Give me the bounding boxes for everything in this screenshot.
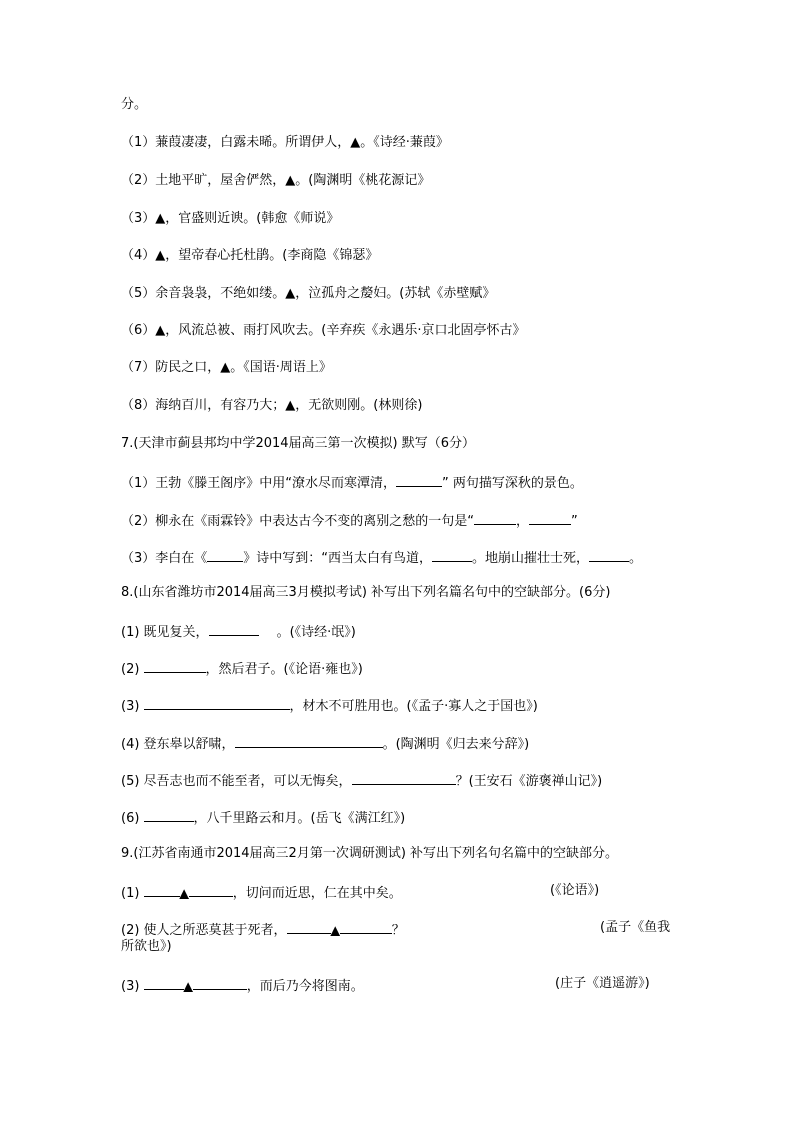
fill-blank-line: [121, 473, 583, 492]
text-segment: ，切问而近思，仁在其中矣。: [232, 886, 402, 901]
text-segment: ，八千里路云和月。(岳飞《满江红》): [193, 811, 406, 826]
source-citation: (《论语》): [550, 883, 600, 898]
source-citation: (庄子《逍遥游》): [555, 976, 650, 991]
text-segment: ”: [571, 514, 578, 529]
text-line: （2）土地平旷，屋舍俨然，▲。(陶渊明《桃花源记》: [121, 173, 431, 188]
blank: [474, 511, 516, 525]
text-line: （1）蒹葭凄凄，白露未晞。所谓伊人，▲。《诗经·蒹葭》: [121, 135, 449, 150]
text-segment: ” 两句描写深秋的景色。: [442, 476, 583, 491]
text-segment: (1) 既见复关，: [121, 625, 209, 640]
text-segment: (3): [121, 979, 144, 994]
text-segment: (1): [121, 886, 144, 901]
fill-blank-line: [121, 622, 356, 641]
text-line: （8）海纳百川，有容乃大；▲，无欲则刚。(林则徐): [121, 398, 423, 413]
text-segment: （1）王勃《滕王阁序》中用“潦水尽而寒潭清，: [121, 476, 397, 491]
text-segment: ？(王安石《游褒禅山记》): [455, 774, 603, 789]
text-segment: ，材木不可胜用也。(《孟子·寡人之于国也》): [289, 699, 538, 714]
blank: [287, 920, 331, 934]
blank: [144, 883, 180, 897]
text-segment: ，而后乃今将图南。: [246, 979, 364, 994]
fill-blank-line: [121, 734, 529, 753]
source-citation: (孟子《鱼我: [600, 920, 671, 935]
blank: [209, 622, 259, 636]
text-line: （4）▲，望帝春心托杜鹃。(李商隐《锦瑟》: [121, 248, 379, 263]
blank: [189, 883, 233, 897]
text-segment: ，: [516, 514, 530, 529]
fill-blank-line: [121, 976, 364, 995]
blank: [144, 696, 290, 710]
fill-blank-line: [121, 883, 402, 902]
fill-blank-line: [121, 771, 602, 790]
blank: [144, 808, 194, 822]
blank: [529, 511, 571, 525]
blank: [235, 734, 383, 748]
text-line: （6）▲，风流总被、雨打风吹去。(辛弃疾《永遇乐·京口北固亭怀古》: [121, 323, 526, 338]
blank: [207, 548, 243, 562]
fill-blank-line: [121, 920, 405, 939]
text-segment: (2): [121, 662, 144, 677]
blank: [352, 771, 456, 785]
text-segment: 。(陶渊明《归去来兮辞》): [382, 737, 530, 752]
text-segment: ？: [391, 923, 405, 938]
blank: [589, 548, 629, 562]
text-segment: ，然后君子。(《论语·雍也》): [205, 662, 363, 677]
text-segment: 》诗中写到：“西当太白有鸟道，: [243, 551, 433, 566]
triangle-marker: ▲: [179, 886, 189, 900]
blank: [193, 976, 247, 990]
blank: [432, 548, 472, 562]
text-segment: 。: [629, 551, 643, 566]
blank: [144, 659, 206, 673]
blank: [396, 473, 442, 487]
text-line: 分。: [121, 97, 148, 112]
text-segment: (6): [121, 811, 144, 826]
question-heading: 8.(山东省潍坊市2014届高三3月模拟考试) 补写出下列名篇名句中的空缺部分。(6分): [121, 585, 611, 600]
blank: [340, 920, 392, 934]
text-segment: (3): [121, 699, 144, 714]
text-segment: (2) 使人之所恶莫甚于死者，: [121, 923, 287, 938]
fill-blank-line: [121, 511, 578, 530]
text-segment: 。地崩山摧壮士死，: [472, 551, 590, 566]
text-segment: (5) 尽吾志也而不能至者，可以无悔矣，: [121, 774, 352, 789]
text-segment: (4) 登东皋以舒啸，: [121, 737, 235, 752]
text-segment: 。(《诗经·氓》): [276, 625, 356, 640]
blank: [144, 976, 184, 990]
fill-blank-line: [121, 808, 405, 827]
text-line: （5）余音袅袅，不绝如缕。▲，泣孤舟之嫠妇。(苏轼《赤壁赋》: [121, 286, 496, 301]
question-heading: 7.(天津市蓟县邦均中学2014届高三第一次模拟) 默写（6分）: [121, 436, 476, 451]
text-segment: （2）柳永在《雨霖铃》中表达古今不变的离别之愁的一句是“: [121, 514, 475, 529]
text-line: （7）防民之口，▲。《国语·周语上》: [121, 360, 332, 375]
text-line: （3）▲，官盛则近谀。(韩愈《师说》: [121, 211, 340, 226]
source-citation: 所欲也》): [121, 939, 172, 954]
text-segment: （3）李白在《: [121, 551, 208, 566]
fill-blank-line: [121, 659, 363, 678]
fill-blank-line: [121, 696, 538, 715]
fill-blank-line: [121, 548, 642, 567]
triangle-marker: ▲: [183, 979, 193, 993]
question-heading: 9.(江苏省南通市2014届高三2月第一次调研测试) 补写出下列名句名篇中的空缺部分。: [121, 846, 619, 861]
triangle-marker: ▲: [330, 923, 340, 937]
